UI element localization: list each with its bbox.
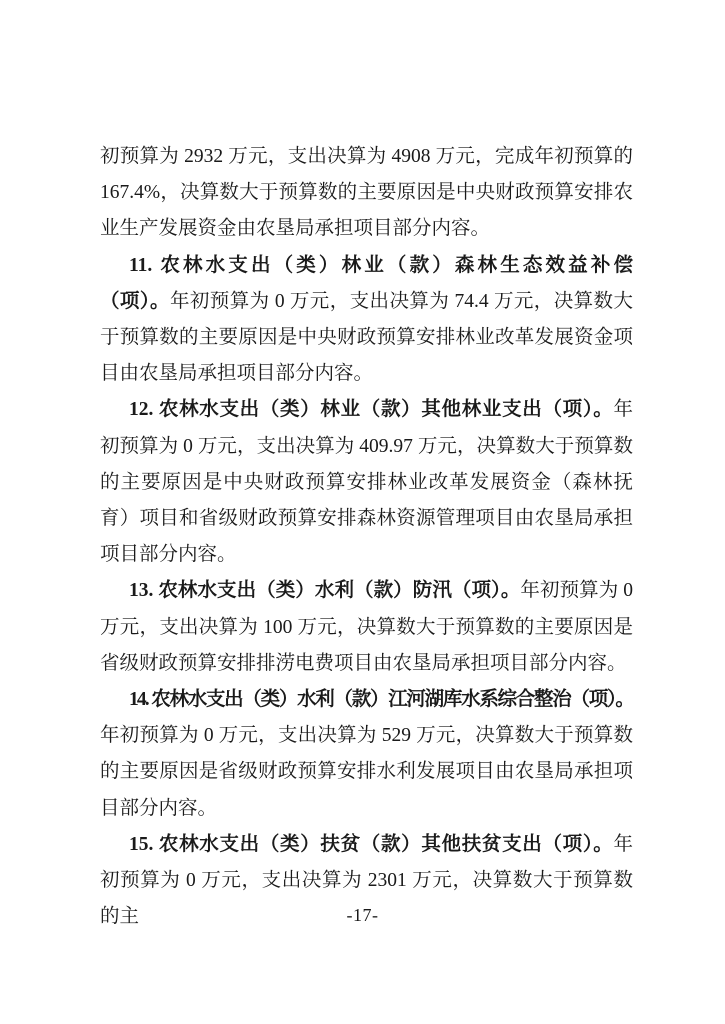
page-number: -17- — [346, 905, 379, 925]
item-14-heading: 14. 农林水支出（类）水利（款）江河湖库水系综合整治（项）。 — [129, 689, 633, 711]
item-11-heading: 11. 农林水支出（类）林业（款）森林生态效益补偿（项）。 — [100, 254, 633, 312]
paragraph-text: 初预算为 2932 万元，支出决算为 4908 万元，完成年初预算的 167.4%，决算数大于预算数的主要原因是中央财政预算安排农业生产发展资金由农垦局承担项目部分内容。 — [100, 146, 633, 240]
paragraph-item-13 — [100, 573, 633, 682]
item-13-heading: 13. 农林水支出（类）水利（款）防汛（项）。 — [129, 580, 521, 602]
item-15-body: 年初预算为 0 万元，支出决算为 2301 万元，决算数大于预算数的主 — [100, 833, 633, 928]
paragraph-item-14 — [100, 682, 633, 827]
item-12-heading: 12. 农林水支出（类）林业（款）其他林业支出（项）。 — [129, 399, 614, 421]
item-11-body: 年初预算为 0 万元，支出决算为 74.4 万元，决算数大于预算数的主要原因是中央财政预算安排林业改革发展资金项目由农垦局承担项目部分内容。 — [100, 290, 633, 385]
paragraph-item-12 — [100, 392, 633, 573]
item-14-body: 年初预算为 0 万元，支出决算为 529 万元，决算数大于预算数的主要原因是省级财政预算安排水利发展项目由农垦局承担项目部分内容。 — [100, 725, 633, 819]
paragraph-continuation — [100, 139, 633, 248]
paragraph-item-11 — [100, 248, 633, 393]
document-body — [100, 139, 633, 935]
item-12-body: 年初预算为 0 万元，支出决算为 409.97 万元，决算数大于预算数的主要原因是中央财政预算安排林业改革发展资金（森林抚育）项目和省级财政预算安排森林资源管理项目由农垦局承担项目部分内容。 — [100, 399, 633, 566]
item-13-body: 年初预算为 0 万元，支出决算为 100 万元，决算数大于预算数的主要原因是省级财政预算安排排涝电费项目由农垦局承担项目部分内容。 — [100, 580, 633, 674]
item-15-heading: 15. 农林水支出（类）扶贫（款）其他扶贫支出（项）。 — [129, 833, 614, 855]
